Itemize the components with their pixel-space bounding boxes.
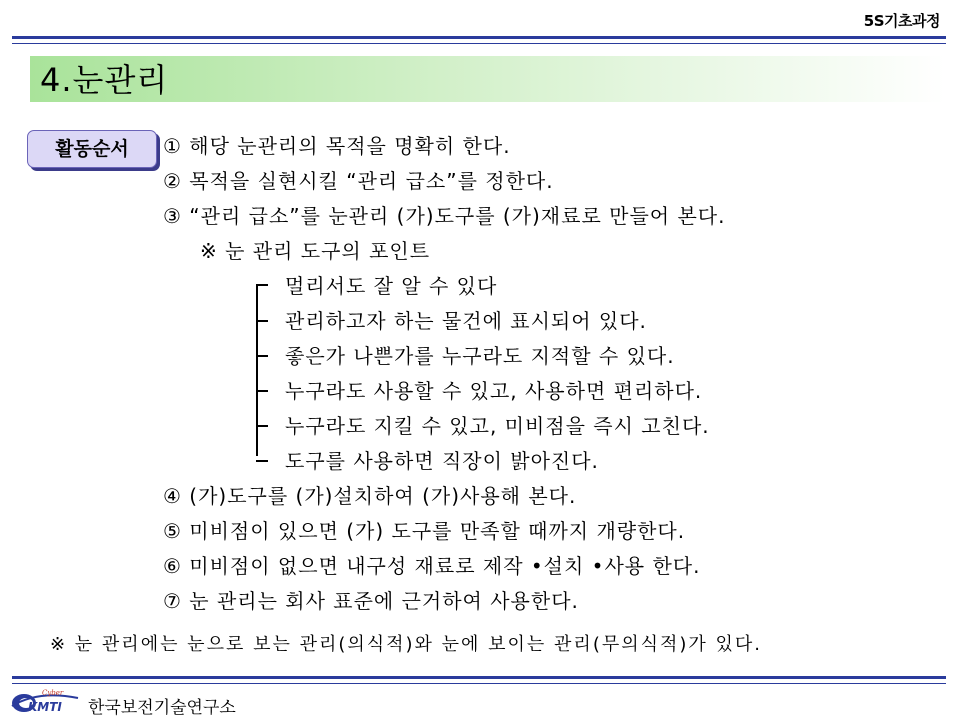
kmti-logo [8,686,80,714]
course-name: 5S기초과정 [863,12,940,30]
logo-text: KMTI [28,700,62,714]
bracket-tick [256,425,268,427]
footnote: ※ 눈 관리에는 눈으로 보는 관리(의식적)와 눈에 보이는 관리(무의식적)가 있다. [50,634,763,655]
logo-small-text: Cyber [42,689,64,697]
bracket-tick [256,460,268,462]
point-item: 멀리서도 잘 알 수 있다 [285,274,498,298]
point-item: 좋은가 나쁜가를 누구라도 지적할 수 있다. [285,344,675,368]
step-3: ③ “관리 급소”를 눈관리 (가)도구를 (가)재료로 만들어 본다. [163,204,726,228]
step-7: ⑦ 눈 관리는 회사 표준에 근거하여 사용한다. [163,589,579,613]
page-title: 4.눈관리 [40,61,169,99]
point-heading: ※ 눈 관리 도구의 포인트 [200,239,431,263]
points-bracket [256,284,270,456]
step-6: ⑥ 미비점이 없으면 내구성 재료로 제작 •설치 •사용 한다. [163,554,701,578]
step-2: ② 목적을 실현시킬 “관리 급소”를 정한다. [163,169,554,193]
organization-name: 한국보전기술연구소 [88,698,236,718]
point-item: 누구라도 사용할 수 있고, 사용하면 편리하다. [285,379,703,403]
point-item: 관리하고자 하는 물건에 표시되어 있다. [285,309,647,333]
bracket-tick [256,284,268,286]
activity-order-badge: 활동순서 [27,130,157,168]
bracket-tick [256,320,268,322]
header-divider [12,36,946,44]
step-4: ④ (가)도구를 (가)설치하여 (가)사용해 본다. [163,484,577,508]
bracket-tick [256,355,268,357]
step-5: ⑤ 미비점이 있으면 (가) 도구를 만족할 때까지 개량한다. [163,519,686,543]
point-item: 누구라도 지킬 수 있고, 미비점을 즉시 고친다. [285,414,710,438]
point-item: 도구를 사용하면 직장이 밝아진다. [285,449,599,473]
footer-divider [12,676,946,684]
step-1: ① 해당 눈관리의 목적을 명확히 한다. [163,134,511,158]
bracket-tick [256,390,268,392]
